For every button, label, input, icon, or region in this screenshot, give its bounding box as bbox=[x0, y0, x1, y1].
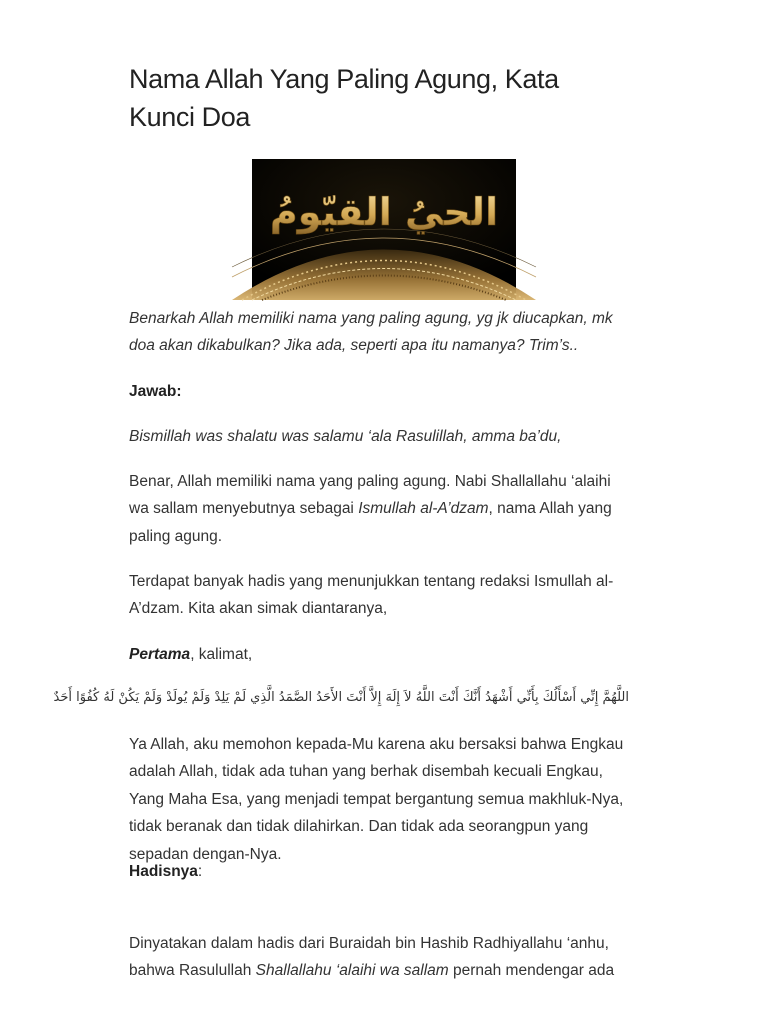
first-label-rest: , kalimat, bbox=[190, 646, 253, 663]
calligraphy-image bbox=[252, 159, 516, 300]
paragraph-3 bbox=[129, 930, 629, 985]
opening-text: Bismillah was shalatu was salamu ‘ala Rasulillah, amma ba’du, bbox=[129, 428, 562, 445]
question-text: Benarkah Allah memiliki nama yang paling agung, yg jk diucapkan, mk doa akan dikabulkan? Jika ada, seperti apa itu namanya? Trim’s.. bbox=[129, 310, 613, 355]
paragraph-3-part1: Dinyatakan dalam hadis dari Buraidah bin Hashib Radhiyallahu ‘anhu, bahwa Rasulullah bbox=[129, 935, 609, 980]
article bbox=[53, 60, 629, 980]
paragraph-2: Terdapat banyak hadis yang menunjukkan tentang redaksi Ismullah al-A’dzam. Kita akan simak diantaranya, bbox=[129, 573, 614, 618]
first-label-line bbox=[129, 641, 629, 668]
hadith-label: Hadisnya bbox=[129, 863, 198, 880]
paragraph-1-emphasis: Ismullah al-A’dzam bbox=[358, 500, 489, 518]
hadith-label-line bbox=[129, 858, 629, 885]
article-image bbox=[252, 159, 516, 300]
paragraph-1-part2: , nama Allah yang paling agung. bbox=[129, 500, 612, 545]
article-title: Nama Allah Yang Paling Agung, Kata Kunci Doa bbox=[129, 64, 559, 132]
paragraph-1-part1: Benar, Allah memiliki nama yang paling agung. Nabi Shallallahu ‘alaihi wa sallam menyebutnya sebagai bbox=[129, 473, 611, 518]
paragraph-3-part2: pernah mendengar ada bbox=[448, 962, 615, 980]
paragraph-1 bbox=[129, 468, 629, 550]
first-label: Pertama bbox=[129, 646, 191, 663]
paragraph-3-emphasis: Shallallahu ‘alaihi wa sallam bbox=[255, 962, 449, 980]
answer-label: Jawab: bbox=[129, 383, 182, 400]
calligraphy-text: الحيُ القيّومُ bbox=[269, 190, 499, 234]
dua-arabic: اللَّهُمَّ إِنِّي أَسْأَلُكَ بِأَنِّي أَشْهَدُ أَنَّكَ أَنْتَ اللَّهُ لاَ إِلَهَ إِلاَّ أَنْتَ الأَحَدُ الصَّمَدُ الَّذِي لَمْ يَلِدْ وَلَمْ يُولَدْ وَلَمْ يَكُنْ لَهُ كُفُوًا أَحَدٌ bbox=[53, 690, 629, 705]
translation-text: Ya Allah, aku memohon kepada-Mu karena aku bersaksi bahwa Engkau adalah Allah, tidak ada tuhan yang berhak disembah kecuali Engkau, Yang Maha Esa, yang menjadi tempat bergantung semua makhluk-Nya, tidak beranak dan tidak dilahirkan. Dan tidak ada seorangpun yang sepadan dengan-Nya. bbox=[129, 736, 624, 863]
hadith-colon: : bbox=[197, 863, 203, 880]
